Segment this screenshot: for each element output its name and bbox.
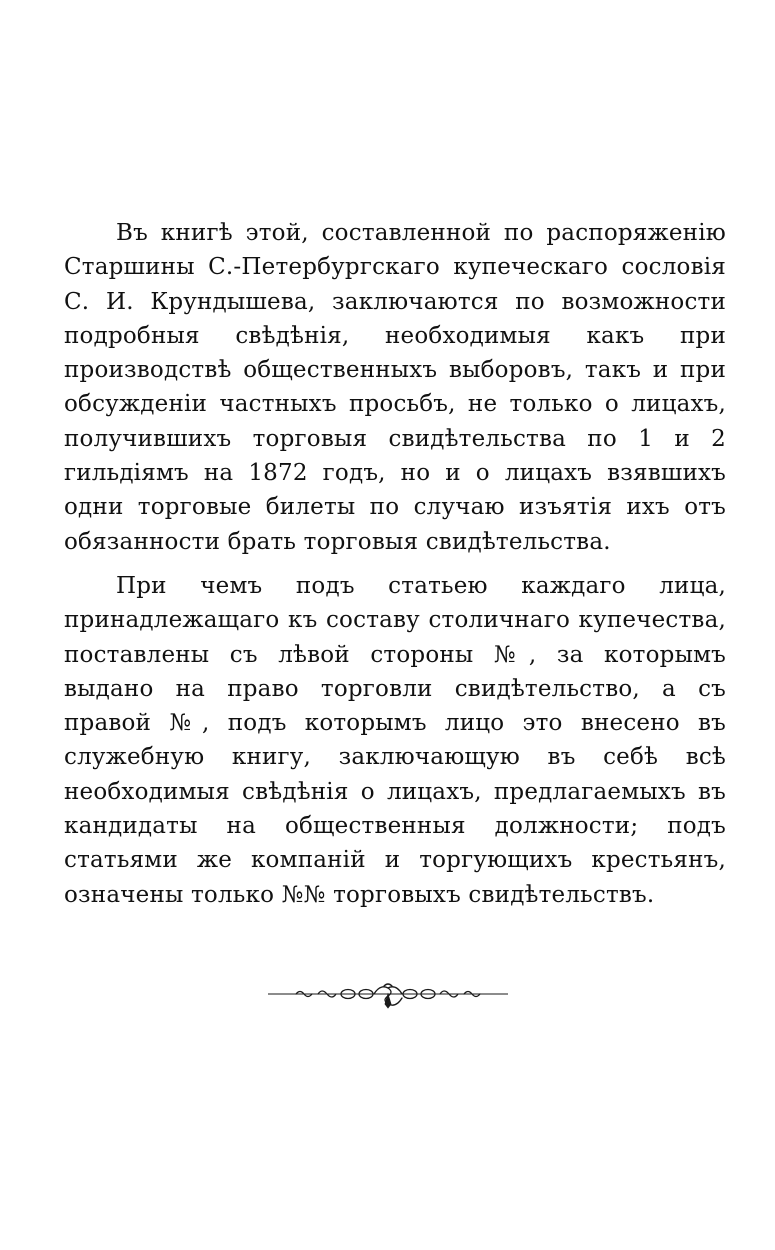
decorative-divider-icon bbox=[268, 978, 508, 1012]
paragraph-intro: Въ книгѣ этой, составленной по распоряженію Старшины С.-Петербургскаго купеческаго сословія С. И. Крундышева, заключаются по возможности подробныя свѣдѣнія, необходимыя какъ при производствѣ общественныхъ выборовъ, такъ и при обсужденіи частныхъ просьбъ, не только о лицахъ, получившихъ торговыя свидѣтельства по 1 и 2 гильдіямъ на 1872 годъ, но и о лицахъ взявшихъ одни торговые билеты по случаю изъятія ихъ отъ обязанности брать торговыя свидѣтельства. bbox=[64, 220, 726, 555]
paragraph-numbering-note: При чемъ подъ статьею каждаго лица, принадлежащаго къ составу столичнаго купечества, поставлены съ лѣвой стороны №, за которымъ выдано на право торговли свидѣтельство, а съ правой №, подъ которымъ лицо это внесено въ служебную книгу, заключающую въ себѣ всѣ необходимыя свѣдѣнія о лицахъ, предлагаемыхъ въ кандидаты на общественныя должности; подъ статьями же компаній и торгующихъ крестьянъ, означены только №№ торговыхъ свидѣтельствъ. bbox=[64, 572, 726, 908]
body-text bbox=[64, 216, 726, 912]
